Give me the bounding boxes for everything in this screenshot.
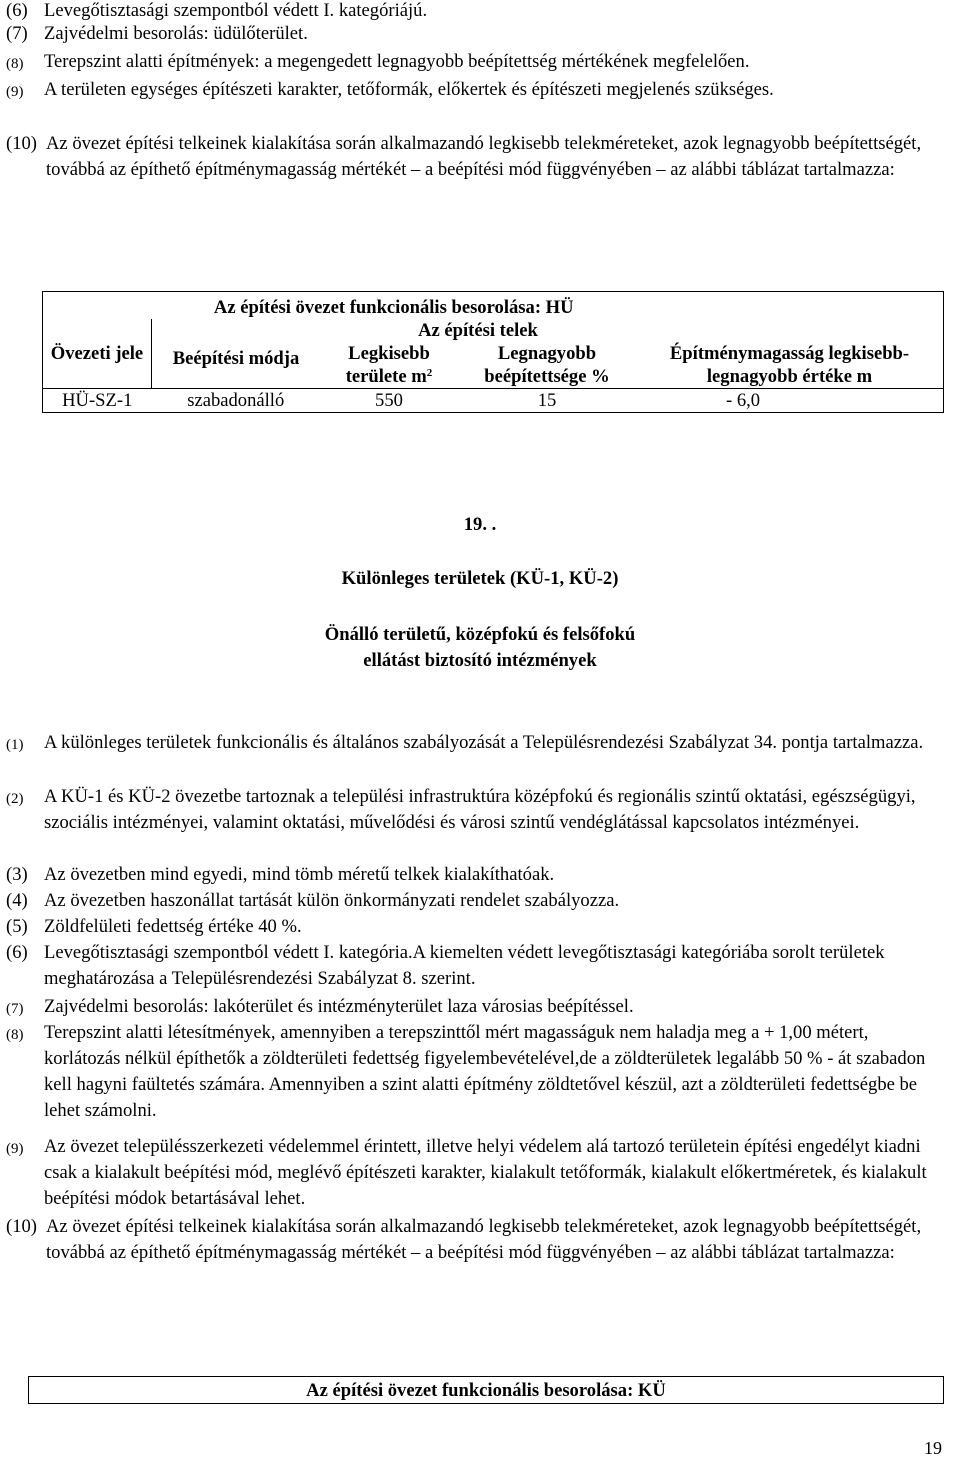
item-text: Az övezetben haszonállat tartását külön önkormányzati rendelet szabályozza. [44,890,620,911]
item-number: (5) [6,916,28,937]
page-number: 19 [924,1438,942,1458]
item-text: A különleges területek funkcionális és általános szabályozását a Településrendezési Szabályzat 34. pontja tartalmazza. [44,732,924,753]
table-cell: szabadonálló [152,389,321,413]
item-text: Az övezetben mind egyedi, mind tömb méretű telkek kialakíthatóak. [44,864,555,885]
superscript: 2 [426,367,433,379]
item-text: Zajvédelmi besorolás: üdülőterület. [44,23,308,44]
table-cell: 550 [320,389,458,413]
item-number: (6) [6,942,28,963]
item-number: (9) [6,1141,24,1157]
item-number: (8) [6,1027,24,1043]
item-text: Terepszint alatti létesítmények, amennyiben a terepszinttől mért magasságuk nem haladja meg a + 1,00 métert, korlátozás nélkül építhetők a zöldterületi fedettség figyelembevételével,de a zöldterületek legalább 50 % - át szabadon kell hagyni faültetés számára. Amennyiben a szint alatti építmény zöldtetővel készül, azt a zöldterületi fedettségbe be lehet számolni. [44,1022,926,1121]
column-header-min-area [320,342,458,389]
table-row [43,389,944,413]
item-text: A KÜ-1 és KÜ-2 övezetbe tartoznak a települési infrastruktúra középfokú és regionális szintű oktatási, egészségügyi, szociális intézményei, valamint oktatási, művelődési és városi szintű vendéglátással kapcsolatos intézményei. [44,786,916,833]
item-text: Zajvédelmi besorolás: lakóterület és intézményterület laza városias beépítéssel. [44,996,634,1017]
column-header-zone-code: Övezeti jele [43,319,152,389]
table-cell: 15 [458,389,636,413]
table-title: Az építési övezet funkcionális besorolása: HÜ [152,292,637,320]
item-text: Levegőtisztasági szempontból védett I. kategóriájú. [44,0,428,21]
list-item [6,862,942,888]
list-item [6,940,942,992]
item-number: (7) [6,1001,24,1017]
item-text: Az övezet építési telkeinek kialakítása során alkalmazandó legkisebb telekméreteket, azok legnagyobb beépítettségét, továbbá az építhető építménymagasság mértékét – a beépítési mód függvényében – az alábbi táblázat tartalmazza: [46,1216,922,1263]
table-cell: HÜ-SZ-1 [43,389,152,413]
list-item [6,77,942,103]
item-number: (9) [6,84,24,100]
item-number: (7) [6,23,28,44]
column-header-max-coverage: Legnagyobb beépítettsége % [458,342,636,389]
list-item [6,49,942,75]
list-item [6,914,942,940]
item-number: (2) [6,791,24,807]
table-title: Az építési övezet funkcionális besorolása: KÜ [29,1377,944,1404]
item-number: (1) [6,737,24,753]
item-number: (4) [6,890,28,911]
item-text: Zöldfelületi fedettség értéke 40 %. [44,916,302,937]
item-text: Az övezet építési telkeinek kialakítása során alkalmazandó legkisebb telekméreteket, azok legnagyobb beépítettségét, továbbá az építhető építménymagasság mértékét – a beépítési mód függvényében – az alábbi táblázat tartalmazza: [46,133,922,180]
zoning-table-ku [28,1376,944,1404]
list-item [6,131,942,183]
item-number: (10) [6,133,37,154]
list-item [6,1214,942,1266]
list-item [6,994,942,1020]
item-number: (10) [6,1216,37,1237]
item-number: (3) [6,864,28,885]
zoning-table-hu [42,291,944,413]
item-text: Levegőtisztasági szempontból védett I. kategória.A kiemelten védett levegőtisztasági kategóriába sorolt területek meghatározása a Településrendezési Szabályzat 8. szerint. [44,942,885,989]
column-header-building-mode: Beépítési módja [152,319,321,389]
section-subtitle-line-2: ellátást biztosító intézmények [363,650,597,671]
item-text: Terepszint alatti építmények: a megengedett legnagyobb beépítettség mértékének megfelelően. [44,51,750,72]
table-subheader: Az építési telek [418,320,538,341]
item-number: (6) [6,0,28,21]
table-cell: - 6,0 [636,389,944,413]
list-item [6,730,942,756]
list-item [6,1134,942,1212]
list-item [6,784,942,836]
item-text: A területen egységes építészeti karakter, tetőformák, előkertek és építészeti megjelenés szükséges. [44,79,774,100]
list-item [6,1020,942,1124]
list-item [6,21,942,47]
list-item [6,888,942,914]
column-header-building-height: Építménymagasság legkisebb-legnagyobb értéke m [636,342,944,389]
column-header-min-area-label: Legkisebb területe m [345,343,430,387]
section-subtitle-line-1: Önálló területű, középfokú és felsőfokú [324,624,636,645]
item-text: Az övezet településszerkezeti védelemmel érintett, illetve helyi védelem alá tartozó területein építési engedélyt kiadni csak a kialakult beépítési mód, meglévő építészeti karakter, kialakult tetőformák, kialakult előkertméretek, és kialakult beépítési módok betartásával lehet. [44,1136,927,1209]
section-title: Különleges területek (KÜ-1, KÜ-2) [341,568,619,589]
section-number: 19. . [463,514,497,535]
item-number: (8) [6,56,24,72]
